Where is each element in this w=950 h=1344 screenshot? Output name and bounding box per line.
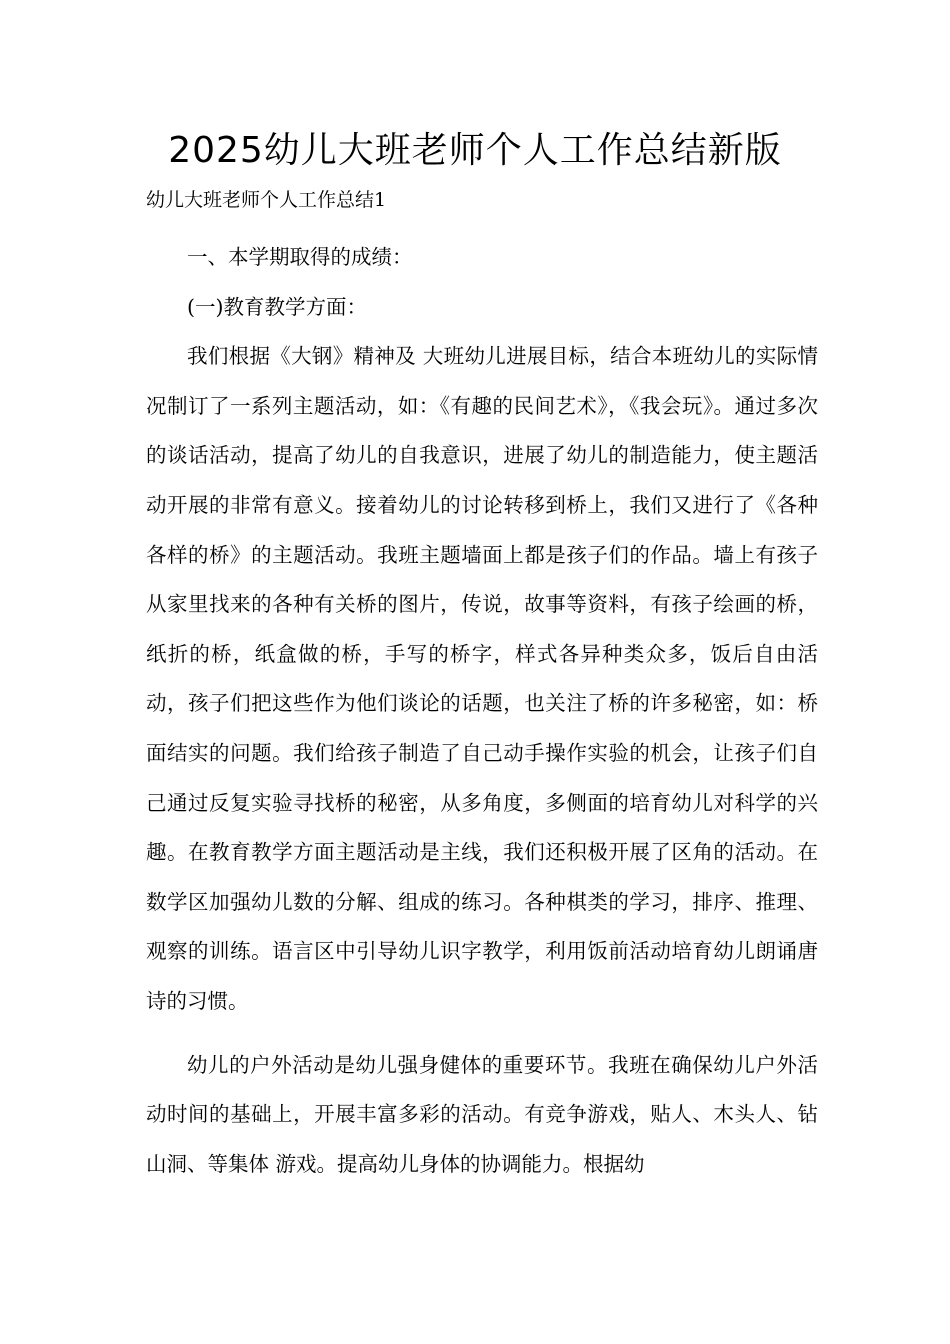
document-subtitle: 幼儿大班老师个人工作总结1: [146, 189, 387, 211]
body-paragraph: 我们根据《大钢》精神及 大班幼儿进展目标，结合本班幼儿的实际情况制订了一系列主题活动，如：《有趣的民间艺术》，《我会玩》。通过多次的谈话活动，提高了幼儿的自我意识，进展了幼儿的制造能力，使主题活动开展的非常有意义。接着幼儿的讨论转移到桥上，我们又进行了《各种各样的桥》的主题活动。我班主题墙面上都是孩子们的作品。墙上有孩子从家里找来的各种有关桥的图片，传说，故事等资料，有孩子绘画的桥，纸折的桥，纸盒做的桥，手写的桥字，样式各异种类众多，饭后自由活动，孩子们把这些作为他们谈论的话题，也关注了桥的许多秘密，如：桥面结实的问题。我们给孩子制造了自己动手操作实验的机会，让孩子们自己通过反复实验寻找桥的秘密，从多角度，多侧面的培育幼儿对科学的兴趣。在教育教学方面主题活动是主线，我们还积极开展了区角的活动。在数学区加强幼儿数的分解、组成的练习。各种棋类的学习，排序、推理、观察的训练。语言区中引导幼儿识字教学，利用饭前活动培育幼儿朗诵唐诗的习惯。: [146, 344, 818, 1013]
document-body: [146, 233, 818, 1189]
document-title: 2025幼儿大班老师个人工作总结新版: [168, 130, 782, 171]
section-heading: 一、本学期取得的成绩：: [187, 245, 413, 269]
subsection-heading: (一)教育教学方面：: [187, 294, 367, 319]
body-paragraph: 幼儿的户外活动是幼儿强身健体的重要环节。我班在确保幼儿户外活动时间的基础上，开展丰富多彩的活动。有竞争游戏，贴人、木头人、钻山洞、等集体 游戏。提高幼儿身体的协调能力。根据幼: [146, 1052, 818, 1176]
